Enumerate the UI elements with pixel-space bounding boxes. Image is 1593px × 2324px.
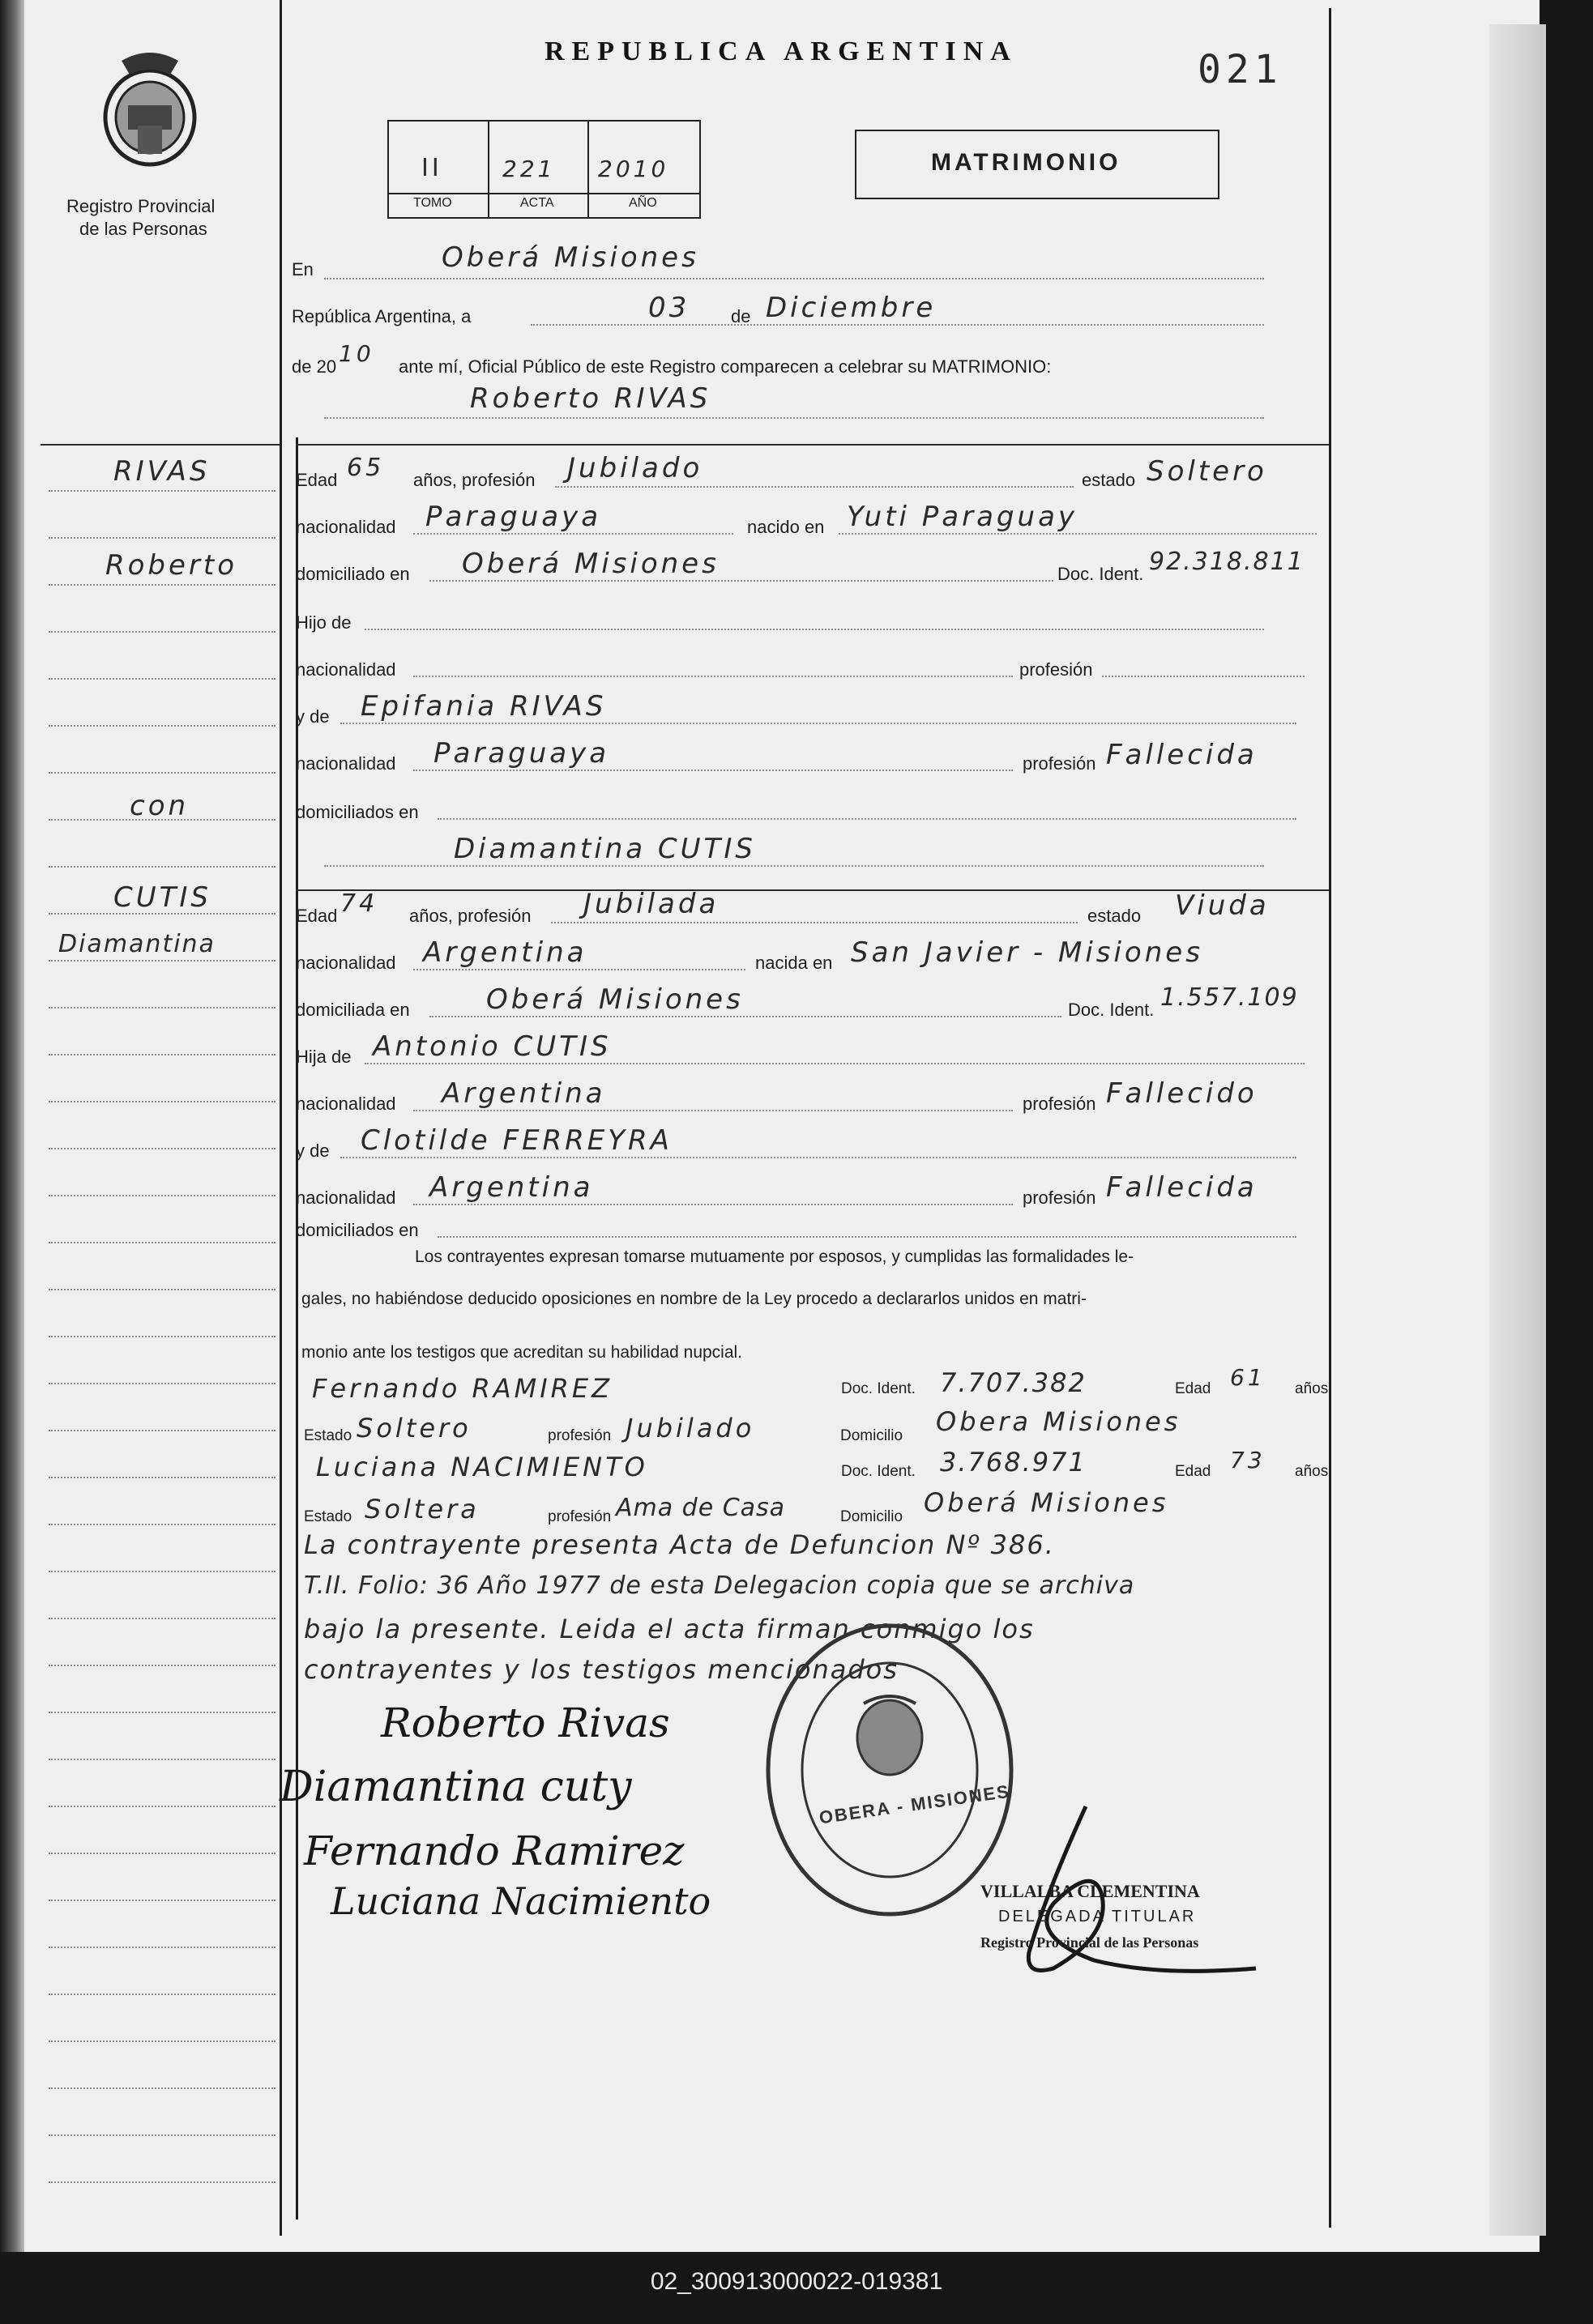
witness2-doc: 3.768.971 — [940, 1447, 1087, 1478]
line-second-party — [324, 865, 1264, 867]
bride-father-profession: Fallecido — [1106, 1077, 1258, 1110]
margin-rule — [49, 772, 275, 774]
margin-rule — [49, 1477, 275, 1478]
margin-rule — [49, 1900, 275, 1901]
bride-marital-status: Viuda — [1175, 889, 1270, 922]
witness2-profesion-label: profesión — [548, 1508, 612, 1525]
groom-nacido-label: nacido en — [747, 517, 825, 537]
margin-rule — [49, 1806, 275, 1807]
record-box — [387, 120, 701, 219]
tomo-label: TOMO — [413, 196, 452, 210]
witness2-doc-label: Doc. Ident. — [841, 1463, 916, 1480]
groom-father-profesion-label: profesión — [1019, 659, 1093, 680]
line-bride-mother-nat — [413, 1204, 1013, 1205]
declaration-line1: Los contrayentes expresan tomarse mutuamente por esposos, y cumplidas las formalidades le- — [415, 1247, 1134, 1266]
official-name: VILLALBA CLEMENTINA — [980, 1881, 1200, 1901]
margin-rule — [49, 1054, 275, 1055]
groom-profession: Jubilado — [567, 452, 703, 484]
line-groom-mother — [340, 723, 1296, 724]
groom-parents-domicile-label: domiciliados en — [296, 802, 419, 822]
acta-label: ACTA — [520, 196, 554, 210]
de-label: de — [731, 306, 751, 326]
witness1-domicile: Obera Misiones — [936, 1406, 1181, 1437]
margin-rule — [49, 1148, 275, 1149]
margin-rule — [49, 2040, 275, 2042]
margin-rule — [49, 1571, 275, 1572]
line-groom-father — [365, 629, 1264, 630]
bride-anos-profesion-label: años, profesión — [409, 906, 532, 926]
month: Diciembre — [766, 292, 937, 324]
bride-father: Antonio CUTIS — [373, 1030, 612, 1063]
official-seal-stamp — [760, 1616, 1019, 1924]
witness1-anos-label: años — [1295, 1380, 1329, 1397]
section-divider-1 — [296, 444, 1329, 446]
witness2-status: Soltera — [365, 1494, 480, 1524]
witness2-profession: Ama de Casa — [616, 1494, 786, 1522]
bride-profession: Jubilada — [583, 888, 720, 920]
groom-father-nacionalidad-label: nacionalidad — [296, 659, 396, 680]
bride-estado-label: estado — [1087, 906, 1142, 926]
line-first-party — [324, 417, 1264, 419]
bride-yde-label: y de — [296, 1141, 330, 1161]
line-groom-father-prof — [1102, 676, 1305, 677]
bride-mother: Clotilde FERREYRA — [361, 1124, 673, 1157]
line-groom-domicile — [429, 580, 1053, 582]
bride-hija-label: Hija de — [296, 1047, 352, 1067]
official-institution: Registro Provincial de las Personas — [980, 1934, 1199, 1951]
margin-divider-line — [280, 0, 282, 2236]
country-title: REPUBLICA ARGENTINA — [545, 36, 1018, 66]
margin-rule — [49, 1007, 275, 1008]
groom-birthplace: Yuti Paraguay — [847, 501, 1078, 533]
notes-line1: La contrayente presenta Acta de Defuncion Nº 386. — [304, 1529, 1055, 1560]
line-place — [324, 278, 1264, 279]
ano-label: AÑO — [629, 196, 657, 210]
notes-line2: T.II. Folio: 36 Año 1977 de esta Delegacion copia que se archiva — [304, 1571, 1135, 1600]
margin-rule — [49, 1242, 275, 1243]
margin-rule — [49, 1712, 275, 1713]
coat-of-arms-icon — [89, 49, 211, 170]
margin-rule — [49, 1853, 275, 1854]
margin-rule — [49, 1665, 275, 1666]
line-groom-mother-nat — [413, 770, 1013, 771]
bride-mother-nacionalidad-label: nacionalidad — [296, 1188, 396, 1208]
line-groom-father-nat — [413, 676, 1013, 677]
margin-rule — [49, 1759, 275, 1760]
line-bride-mother — [340, 1157, 1296, 1158]
bride-nacionalidad-label: nacionalidad — [296, 953, 396, 973]
groom-marital-status: Soltero — [1147, 455, 1267, 488]
second-party: Diamantina CUTIS — [454, 833, 756, 865]
line-bride-domicile — [429, 1016, 1061, 1017]
groom-mother-nationality: Paraguaya — [433, 737, 610, 770]
groom-doc-number: 92.318.811 — [1149, 548, 1305, 576]
margin-rule — [49, 537, 275, 539]
margin-rule — [49, 1195, 275, 1196]
republica-label: República Argentina, a — [292, 306, 472, 326]
line-groom-profession — [555, 486, 1074, 488]
groom-mother: Epifania RIVAS — [361, 690, 607, 723]
margin-rule — [49, 1524, 275, 1525]
en-label: En — [292, 259, 314, 279]
bride-father-nacionalidad-label: nacionalidad — [296, 1094, 396, 1114]
section-divider-2 — [296, 889, 1329, 891]
margin-surname-groom: RIVAS — [113, 455, 211, 488]
signature-groom: Roberto Rivas — [381, 1699, 670, 1746]
bride-nacida-label: nacida en — [755, 953, 833, 973]
groom-age: 65 — [347, 454, 385, 482]
bride-birthplace: San Javier - Misiones — [851, 936, 1203, 969]
registry-name-line2: de las Personas — [79, 219, 207, 239]
witness2-edad-label: Edad — [1175, 1463, 1211, 1480]
groom-nationality: Paraguaya — [425, 501, 602, 533]
acta-value: 221 — [502, 156, 556, 182]
bride-doc-number: 1.557.109 — [1160, 983, 1299, 1012]
page-number: 021 — [1198, 47, 1283, 92]
groom-yde-label: y de — [296, 706, 330, 727]
body-right-border — [1329, 8, 1331, 2228]
bride-doc-label: Doc. Ident. — [1068, 1000, 1155, 1020]
day: 03 — [648, 292, 690, 324]
signature-bride: Diamantina cuty — [280, 1763, 632, 1811]
bride-mother-nationality: Argentina — [429, 1171, 594, 1204]
margin-surname-bride: CUTIS — [113, 881, 212, 914]
official-role: DELEGADA TITULAR — [998, 1908, 1197, 1925]
margin-connector: con — [130, 790, 190, 822]
line-bride-nationality — [413, 969, 745, 970]
margin-rule — [49, 1289, 275, 1290]
act-type: MATRIMONIO — [931, 149, 1121, 176]
first-party: Roberto RIVAS — [470, 382, 711, 415]
line-groom-birthplace — [839, 533, 1317, 535]
groom-hijo-label: Hijo de — [296, 612, 352, 633]
declaration-line2: gales, no habiéndose deducido oposiciones en nombre de la Ley procedo a declararlos unidos en matri- — [301, 1290, 1087, 1308]
witness1-edad-label: Edad — [1175, 1380, 1211, 1397]
page-edge-shadow — [1489, 24, 1546, 2236]
line-bride-father-nat — [413, 1110, 1013, 1111]
notes-line4: contrayentes y los testigos mencionados — [304, 1654, 899, 1685]
margin-rule — [49, 2087, 275, 2089]
bride-mother-profession: Fallecida — [1106, 1171, 1258, 1204]
margin-rule — [49, 1383, 275, 1384]
witness1-age: 61 — [1230, 1364, 1266, 1391]
bride-mother-profesion-label: profesión — [1023, 1188, 1096, 1208]
year-suffix: 10 — [339, 340, 374, 367]
bride-domiciliada-label: domiciliada en — [296, 1000, 410, 1020]
margin-rule — [49, 1994, 275, 1995]
bride-father-profesion-label: profesión — [1023, 1094, 1096, 1114]
margin-rule — [49, 2134, 275, 2136]
witness2-estado-label: Estado — [304, 1508, 352, 1525]
bride-nationality: Argentina — [423, 936, 587, 969]
groom-domicile: Oberá Misiones — [462, 548, 720, 580]
margin-rule — [49, 1430, 275, 1431]
year-prefix: de 20 — [292, 356, 337, 377]
registry-name-line1: Registro Provincial — [66, 196, 216, 216]
margin-rule — [49, 490, 275, 492]
place: Oberá Misiones — [442, 241, 699, 274]
bride-edad-label: Edad — [296, 906, 338, 926]
line-bride-profession — [551, 922, 1078, 923]
groom-mother-profesion-label: profesión — [1023, 753, 1096, 774]
book-binding — [0, 0, 24, 2252]
margin-top-rule — [41, 444, 280, 446]
witness1-status: Soltero — [357, 1413, 472, 1443]
tomo-value: II — [421, 154, 442, 182]
intro-statement: ante mí, Oficial Público de este Registro comparecen a celebrar su MATRIMONIO: — [399, 356, 1052, 377]
bride-father-nationality: Argentina — [442, 1077, 606, 1110]
stamp-center-text: OBERA - MISIONES — [818, 1780, 1012, 1828]
witness1-doc-label: Doc. Ident. — [841, 1380, 916, 1397]
margin-rule — [49, 631, 275, 633]
margin-rule — [49, 2181, 275, 2183]
line-bride-parents-domicile — [438, 1236, 1296, 1238]
bride-age: 74 — [340, 889, 378, 918]
line-date — [531, 324, 1264, 326]
line-groom-nationality — [413, 533, 733, 535]
margin-rule — [49, 1336, 275, 1337]
groom-estado-label: estado — [1082, 470, 1136, 490]
witness1-doc: 7.707.382 — [940, 1367, 1087, 1398]
groom-nacionalidad-label: nacionalidad — [296, 517, 396, 537]
margin-name-bride: Diamantina — [58, 930, 216, 958]
margin-rule — [49, 678, 275, 680]
bride-domicile: Oberá Misiones — [486, 983, 744, 1016]
groom-mother-nacionalidad-label: nacionalidad — [296, 753, 396, 774]
signature-witness2: Luciana Nacimiento — [331, 1879, 711, 1923]
witness2-age: 73 — [1230, 1447, 1266, 1473]
witness2-domicilio-label: Domicilio — [840, 1508, 903, 1525]
groom-edad-label: Edad — [296, 470, 338, 490]
witness1-domicilio-label: Domicilio — [840, 1427, 903, 1444]
margin-name-groom: Roberto — [105, 549, 238, 582]
groom-doc-label: Doc. Ident. — [1057, 564, 1144, 584]
line-groom-parents-domicile — [438, 818, 1296, 820]
witness1-profesion-label: profesión — [548, 1427, 612, 1444]
groom-anos-profesion-label: años, profesión — [413, 470, 536, 490]
body-left-border — [296, 437, 298, 2220]
margin-rule — [49, 960, 275, 962]
margin-rule — [49, 1618, 275, 1619]
notes-line3: bajo la presente. Leida el acta firman conmigo los — [304, 1614, 1035, 1644]
margin-rule — [49, 1101, 275, 1102]
margin-rule — [49, 725, 275, 727]
signature-witness1: Fernando Ramirez — [304, 1827, 685, 1874]
witness1-profession: Jubilado — [626, 1413, 755, 1443]
witness2-name: Luciana NACIMIENTO — [316, 1452, 648, 1482]
witness2-anos-label: años — [1295, 1463, 1329, 1480]
margin-rule — [49, 866, 275, 868]
act-type-box — [855, 130, 1219, 199]
groom-domiciliado-label: domiciliado en — [296, 564, 410, 584]
witness1-name: Fernando RAMIREZ — [312, 1373, 613, 1404]
image-id-footer: 02_300913000022-019381 — [650, 2268, 943, 2295]
bride-parents-domicile-label: domiciliados en — [296, 1220, 419, 1240]
witness2-domicile: Oberá Misiones — [924, 1487, 1169, 1518]
ano-value: 2010 — [598, 156, 669, 182]
witness1-estado-label: Estado — [304, 1427, 352, 1444]
groom-mother-profession: Fallecida — [1106, 739, 1258, 771]
declaration-line3: monio ante los testigos que acreditan su habilidad nupcial. — [301, 1343, 743, 1362]
line-bride-father — [365, 1063, 1305, 1064]
margin-rule — [49, 584, 275, 586]
margin-rule — [49, 1947, 275, 1948]
